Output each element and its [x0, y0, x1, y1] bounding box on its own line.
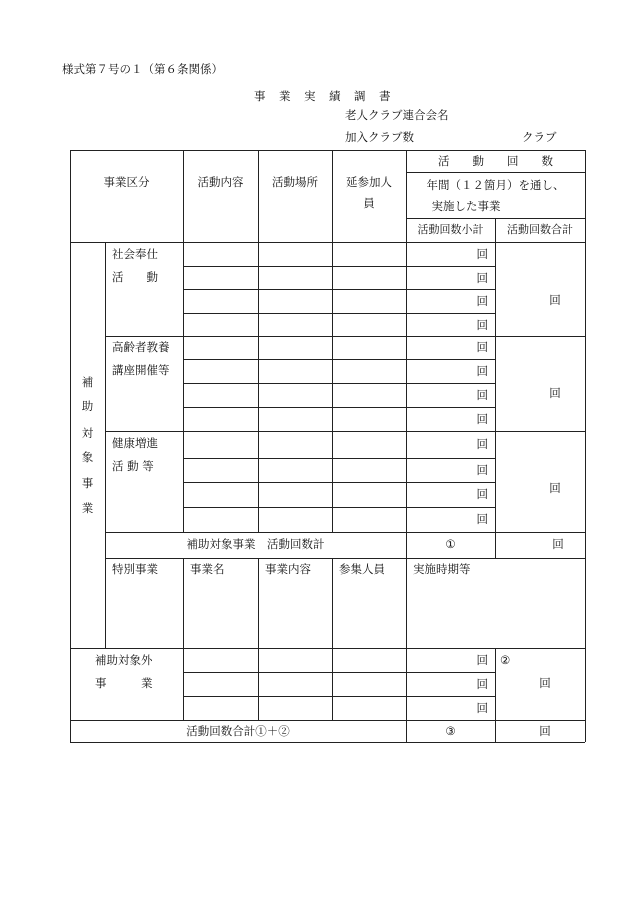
group-social-service-line2: 活 動: [112, 270, 158, 284]
col-participants-line2: 員: [363, 196, 375, 210]
group-education-line1: 高齢者教養: [112, 340, 170, 354]
special-label: 特別事業: [112, 562, 158, 576]
non-subsidized-total-unit: 回: [539, 676, 551, 690]
divider: [183, 383, 495, 384]
group-education-line2: 講座開催等: [112, 363, 170, 377]
divider: [183, 289, 495, 290]
subsidized-label-char: 助: [81, 399, 94, 413]
divider: [183, 558, 184, 648]
divider: [406, 558, 407, 648]
divider: [332, 242, 333, 532]
document-title: 事 業 実 績 調 書: [254, 89, 392, 103]
divider: [332, 150, 333, 242]
count-unit: 回: [476, 271, 488, 285]
subsidized-total-mark: ①: [445, 537, 456, 551]
divider: [406, 172, 585, 173]
subsidized-total-unit: 回: [552, 537, 564, 551]
group-total-unit: 回: [549, 386, 561, 400]
divider: [332, 558, 333, 648]
divider: [183, 648, 184, 720]
table-right-border: [585, 150, 586, 742]
table-top-border: [70, 150, 585, 151]
divider: [332, 648, 333, 720]
count-unit: 回: [476, 412, 488, 426]
divider: [183, 458, 495, 459]
col-participants-line1: 延参加人: [346, 175, 392, 189]
col-annual-line1: 年間（１２箇月）を通し、: [426, 178, 565, 192]
subsidized-label-char: 業: [81, 501, 94, 515]
count-unit: 回: [476, 318, 488, 332]
count-unit: 回: [476, 247, 488, 261]
subsidized-label-char: 対: [81, 426, 94, 440]
special-people: 参集人員: [339, 562, 385, 576]
col-place: 活動場所: [272, 175, 318, 189]
divider: [183, 266, 495, 267]
subsidized-label-char: 補: [81, 375, 94, 389]
table-bottom-border: [70, 742, 585, 743]
special-period: 実施時期等: [413, 562, 471, 576]
divider: [183, 696, 495, 697]
divider: [105, 532, 585, 533]
divider: [258, 242, 259, 532]
non-subsidized-line1: 補助対象外: [95, 653, 153, 667]
divider: [105, 242, 106, 648]
divider: [258, 150, 259, 242]
divider: [258, 558, 259, 648]
special-name: 事業名: [190, 562, 225, 576]
table-left-border: [70, 150, 71, 742]
grand-total-mark: ③: [445, 724, 456, 738]
divider: [70, 648, 585, 649]
count-unit: 回: [476, 364, 488, 378]
divider: [105, 336, 585, 337]
group-health-line2: 活 動 等: [112, 459, 154, 473]
count-unit: 回: [476, 701, 488, 715]
count-unit: 回: [476, 487, 488, 501]
divider: [70, 720, 585, 721]
count-unit: 回: [476, 388, 488, 402]
group-social-service-line1: 社会奉仕: [112, 247, 158, 261]
group-total-unit: 回: [549, 481, 561, 495]
col-total: 活動回数合計: [507, 223, 573, 236]
count-unit: 回: [476, 437, 488, 451]
count-unit: 回: [476, 340, 488, 354]
divider: [105, 558, 585, 559]
subsidized-label-char: 事: [81, 476, 94, 490]
club-union-label: 老人クラブ連合会名: [345, 108, 449, 122]
col-category: 事業区分: [103, 175, 150, 189]
count-unit: 回: [476, 653, 488, 667]
grand-total-unit: 回: [539, 724, 551, 738]
divider: [183, 359, 495, 360]
non-subsidized-line2: 事 業: [95, 676, 153, 690]
divider: [183, 242, 184, 532]
clubs-unit: クラブ: [522, 130, 557, 144]
count-unit: 回: [476, 463, 488, 477]
divider: [105, 431, 585, 432]
subsidized-label-char: 象: [81, 450, 94, 464]
non-subsidized-mark: ②: [500, 653, 511, 667]
col-content: 活動内容: [197, 175, 244, 189]
divider: [183, 150, 184, 242]
divider: [183, 407, 495, 408]
subsidized-total-label: 補助対象事業 活動回数計: [186, 537, 325, 551]
divider: [70, 242, 585, 243]
divider: [183, 507, 495, 508]
col-activity-count: 活 動 回 数: [438, 154, 553, 168]
divider: [183, 482, 495, 483]
clubs-count-label: 加入クラブ数: [345, 130, 414, 144]
divider: [258, 648, 259, 720]
divider: [183, 672, 495, 673]
form-number: 様式第７号の１（第６条関係）: [62, 62, 223, 76]
count-unit: 回: [476, 294, 488, 308]
special-content: 事業内容: [265, 562, 311, 576]
grand-total-label: 活動回数合計①＋②: [186, 724, 290, 738]
count-unit: 回: [476, 677, 488, 691]
col-subtotal: 活動回数小計: [417, 223, 484, 236]
divider: [183, 313, 495, 314]
col-annual-line2: 実施した事業: [431, 199, 501, 213]
divider: [495, 242, 496, 558]
group-health-line1: 健康増進: [112, 436, 158, 450]
count-unit: 回: [476, 512, 488, 526]
group-total-unit: 回: [549, 293, 561, 307]
